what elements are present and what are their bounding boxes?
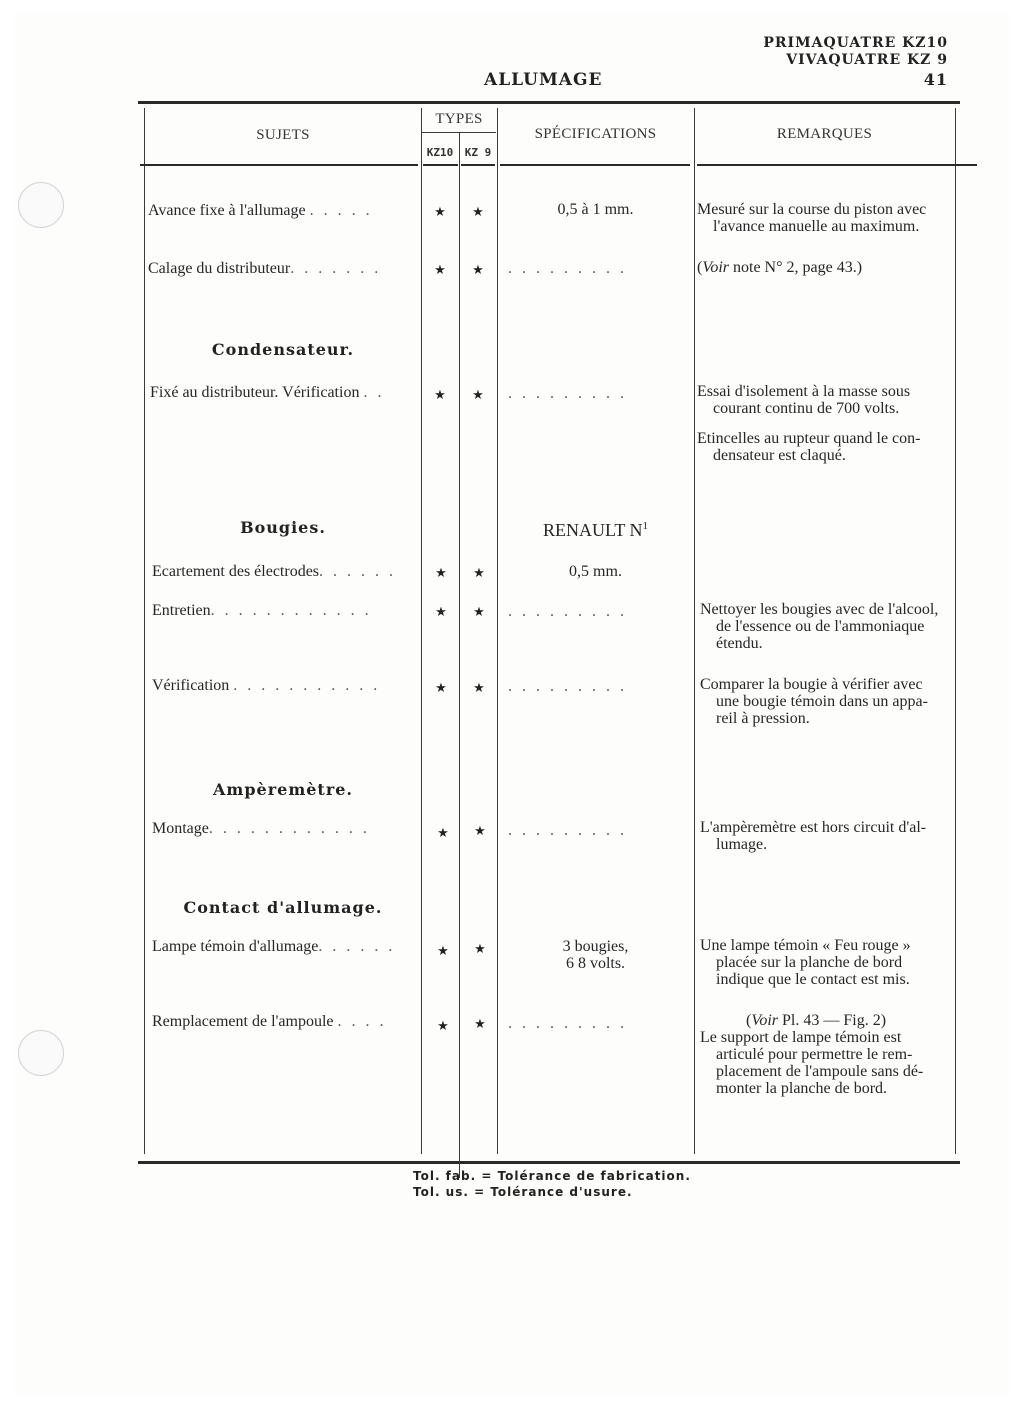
subject-text: Lampe témoin d'allumage <box>152 938 319 955</box>
tolerance-legend <box>413 1168 691 1200</box>
spec-value: 0,5 mm. <box>569 563 622 580</box>
dot-leader: . . . . . . . . . . . . <box>210 602 372 619</box>
remark-line: placée sur la planche de bord <box>716 954 903 971</box>
punch-hole-top <box>18 182 64 228</box>
subject-fixe-distributeur <box>150 384 384 401</box>
remark-text: (Voir Pl. 43 — Fig. 2) Le support de lampe témoin est articulé pour permettre le rem- placement de l'ampoule sans dé- monter la planche de bord. <box>700 1012 950 1097</box>
col-divider <box>459 132 460 1178</box>
spec-line: 3 bougies, <box>562 938 629 955</box>
remark-line: une bougie témoin dans un appa- <box>716 693 928 710</box>
spec-dot-leader: . . . . . . . . . <box>508 1015 627 1032</box>
remark-text <box>697 430 947 464</box>
remark-line: Nettoyer les bougies avec de l'alcool, <box>700 601 939 618</box>
star-kz10: ★ <box>435 565 447 580</box>
star-kz9: ★ <box>472 204 484 219</box>
star-kz9: ★ <box>473 565 485 580</box>
subject-text: Ecartement des électrodes <box>152 563 320 580</box>
page-number: 41 <box>923 70 948 89</box>
col-divider <box>421 108 422 1154</box>
col-header-kz10: KZ10 <box>426 146 454 159</box>
remark-voir: Voir <box>702 259 729 276</box>
col-divider <box>955 108 956 1154</box>
remark-line: articulé pour permettre le rem- <box>716 1046 913 1063</box>
star-kz9: ★ <box>474 941 486 956</box>
subject-calage <box>148 260 381 277</box>
header-rule <box>461 164 495 166</box>
remark-text <box>700 819 950 853</box>
star-kz9: ★ <box>472 262 484 277</box>
dot-leader: . . <box>363 384 385 401</box>
star-kz9: ★ <box>473 604 485 619</box>
star-kz10: ★ <box>434 387 446 402</box>
col-header-subjects: SUJETS <box>256 127 310 143</box>
star-kz10: ★ <box>434 204 446 219</box>
subject-text: Fixé au distributeur. Vérification <box>150 384 360 401</box>
spec-dot-leader: . . . . . . . . . <box>508 385 627 402</box>
spec-heading-text: RENAULT N <box>542 520 643 540</box>
dot-leader: . . . . . . <box>319 563 397 580</box>
remark-voir: Voir <box>751 1012 778 1029</box>
remark-line: monter la planche de bord. <box>716 1080 888 1097</box>
remark-line: reil à pression. <box>716 710 810 727</box>
spec-line: 6 8 volts. <box>565 955 626 972</box>
model-line-2: VIVAQUATRE KZ 9 <box>786 52 948 68</box>
remark-line: indique que le contact est mis. <box>716 971 910 988</box>
remark-line: Une lampe témoin « Feu rouge » <box>700 937 911 954</box>
col-divider <box>144 108 145 1154</box>
page-title: ALLUMAGE <box>484 70 603 90</box>
remark-line: courant continu de 700 volts. <box>713 400 900 417</box>
star-kz10: ★ <box>437 1018 449 1033</box>
model-line-1: PRIMAQUATRE KZ10 <box>763 35 948 51</box>
remark-text <box>700 937 950 988</box>
dot-leader: . . . . . . <box>318 938 396 955</box>
remark-line: Etincelles au rupteur quand le con- <box>697 430 921 447</box>
subject-remplacement-ampoule <box>152 1013 386 1030</box>
header-rule <box>500 164 690 166</box>
subject-text: Vérification <box>152 677 230 694</box>
subject-montage <box>152 820 370 837</box>
remark-line: étendu. <box>716 635 763 652</box>
spec-dot-leader: . . . . . . . . . <box>508 678 627 695</box>
dot-leader: . . . . . <box>309 202 373 219</box>
remark-line: Essai d'isolement à la masse sous <box>697 383 911 400</box>
col-divider <box>497 108 498 1154</box>
dot-leader: . . . . . . . . . . . <box>233 677 381 694</box>
subject-ecartement <box>152 563 396 580</box>
star-kz9: ★ <box>472 387 484 402</box>
page-header <box>763 35 948 88</box>
remark-line: Comparer la bougie à vérifier avec <box>700 676 923 693</box>
remark-text <box>700 601 950 652</box>
remark-line: note N° 2, page 43.) <box>729 259 863 276</box>
remark-line: l'avance manuelle au maximum. <box>713 218 920 235</box>
col-header-types: TYPES <box>435 111 483 127</box>
punch-hole-bottom <box>18 1030 64 1076</box>
remark-line: placement de l'ampoule sans dé- <box>716 1063 924 1080</box>
remark-text: (Voir note N° 2, page 43.) <box>697 259 863 276</box>
star-kz10: ★ <box>437 825 449 840</box>
remark-line: densateur est claqué. <box>713 447 846 464</box>
legend-line-fab: Tol. fab. = Tolérance de fabrication. <box>413 1169 691 1183</box>
subject-text: Entretien <box>152 602 211 619</box>
star-kz9: ★ <box>474 1016 486 1031</box>
star-kz10: ★ <box>435 680 447 695</box>
header-rule <box>140 164 418 166</box>
spec-heading-sup: 1 <box>642 520 648 532</box>
star-kz10: ★ <box>434 262 446 277</box>
subject-text: Montage <box>152 820 209 837</box>
spec-dot-leader: . . . . . . . . . <box>508 603 627 620</box>
dot-leader: . . . . . . . . . . . . <box>208 820 370 837</box>
subject-text: Remplacement de l'ampoule <box>152 1013 334 1030</box>
dot-leader: . . . . . . . <box>290 260 382 277</box>
dot-leader: . . . . <box>337 1013 387 1030</box>
subject-text: Calage du distributeur <box>148 260 291 277</box>
remark-text <box>697 201 947 235</box>
col-divider <box>694 108 695 1154</box>
subject-lampe-temoin <box>152 938 395 955</box>
star-kz9: ★ <box>474 823 486 838</box>
col-header-kz9: KZ 9 <box>464 146 492 159</box>
remark-line: lumage. <box>716 836 768 853</box>
spec-value <box>497 938 694 972</box>
remark-line: Pl. 43 — Fig. 2) <box>778 1012 887 1029</box>
remark-text <box>697 383 947 417</box>
remark-line: de l'essence ou de l'ammoniaque <box>716 618 925 635</box>
section-amperemetre: Ampèremètre. <box>213 780 353 799</box>
header-rule <box>423 164 458 166</box>
star-kz9: ★ <box>473 680 485 695</box>
spec-dot-leader: . . . . . . . . . <box>508 260 627 277</box>
section-condensateur: Condensateur. <box>211 340 355 359</box>
spec-value: 0,5 à 1 mm. <box>557 201 634 218</box>
spec-dot-leader: . . . . . . . . . <box>508 822 627 839</box>
spec-heading-renault <box>497 518 694 539</box>
star-kz10: ★ <box>435 604 447 619</box>
subject-text: Avance fixe à l'allumage <box>148 202 306 219</box>
col-header-remarks: REMARQUES <box>776 126 873 142</box>
header-rule <box>697 164 977 166</box>
subject-avance-fixe <box>148 202 373 219</box>
remark-line: Mesuré sur la course du piston avec <box>697 201 927 218</box>
section-bougies: Bougies. <box>240 518 326 537</box>
remark-line: L'ampèremètre est hors circuit d'al- <box>700 819 927 836</box>
subject-entretien <box>152 602 372 619</box>
legend-line-us: Tol. us. = Tolérance d'usure. <box>413 1185 633 1199</box>
subject-verification <box>152 677 380 694</box>
star-kz10: ★ <box>437 943 449 958</box>
types-rule <box>422 132 496 133</box>
remark-text <box>700 676 950 727</box>
section-contact: Contact d'allumage. <box>183 898 383 917</box>
col-header-specifications: SPÉCIFICATIONS <box>534 126 657 142</box>
remark-line: Le support de lampe témoin est <box>700 1029 902 1046</box>
